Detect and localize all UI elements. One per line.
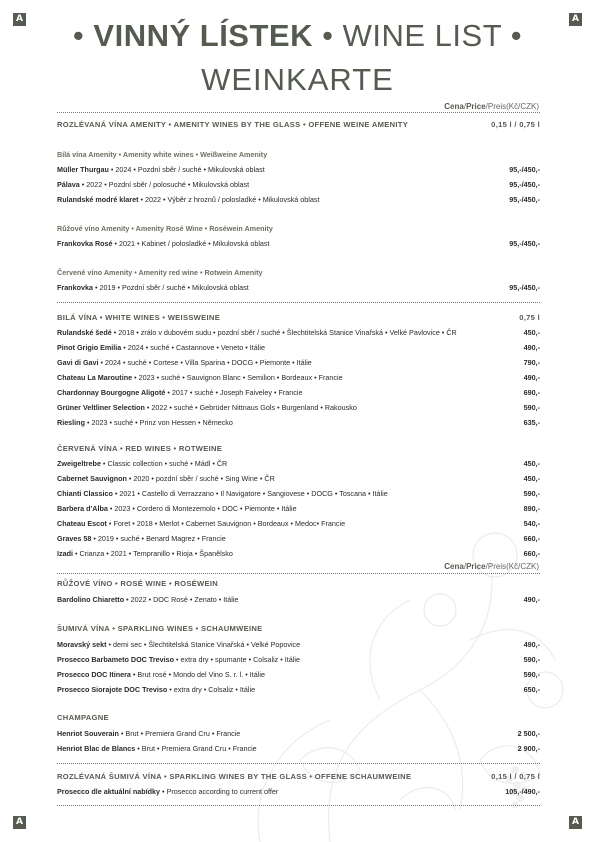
brand-logo-icon: A	[13, 816, 26, 829]
price-column-header: Cena/Price/Preis(Kč/CZK)	[444, 562, 539, 571]
page-title	[0, 18, 595, 54]
brand-logo-icon: A	[569, 816, 582, 829]
dotted-divider	[57, 763, 540, 764]
page-subtitle: WEINKARTE	[201, 62, 394, 97]
title-bullet: •	[72, 18, 85, 53]
dotted-divider	[57, 805, 540, 806]
title-czech: VINNÝ LÍSTEK	[93, 18, 313, 53]
dotted-divider	[57, 112, 540, 113]
price-column-header: Cena/Price/Preis(Kč/CZK)	[444, 102, 539, 111]
title-english: WINE LIST	[342, 18, 502, 53]
brand-logo-icon: A	[569, 13, 582, 26]
brand-logo-icon: A	[13, 13, 26, 26]
dotted-divider	[57, 302, 540, 303]
dotted-divider	[57, 573, 540, 574]
title-bullet: •	[510, 18, 523, 53]
title-bullet: •	[322, 18, 334, 53]
